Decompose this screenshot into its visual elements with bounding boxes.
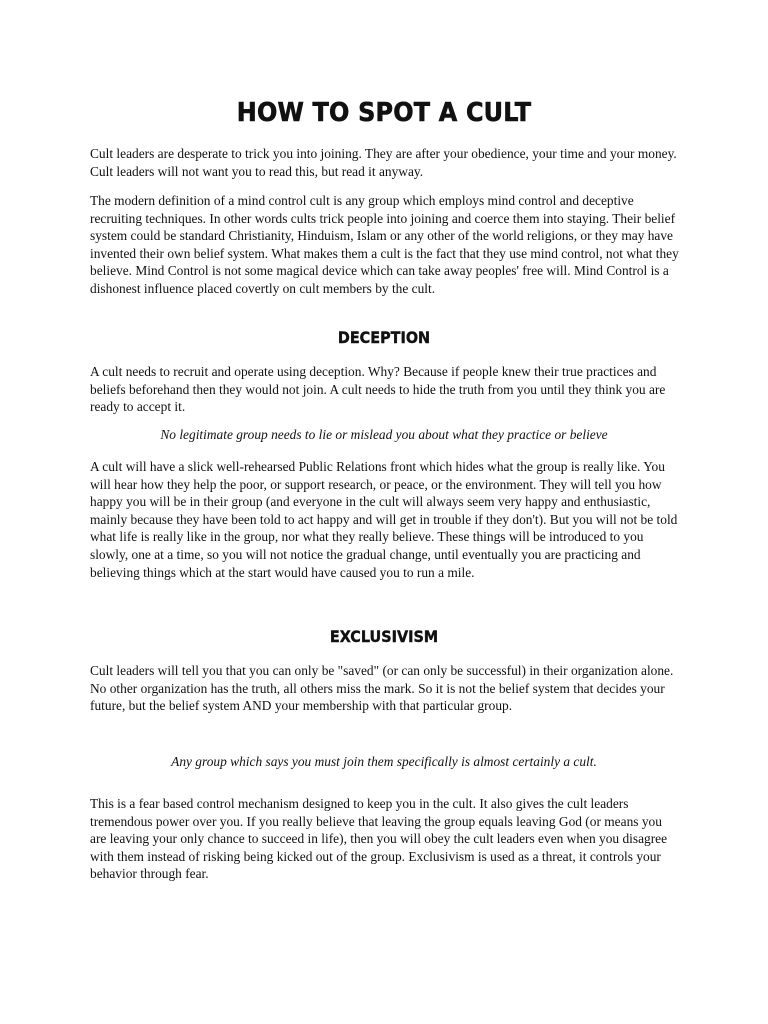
page-title: HOW TO SPOT A CULT — [236, 98, 532, 128]
definition-paragraph: The modern definition of a mind control cult is any group which employs mind control and deceptive recruiting techniques. In other words cults trick people into joining and coerce them into staying. Their belief system could be standard Christianity, Hinduism, Islam or any other of the world religions, or they may have invented their own belief system. What makes them a cult is the fact that they use mind control, not what they believe. Mind Control is not some magical device which can take away peoples' free will. Mind Control is a dishonest influence placed covertly on cult members by the cult. — [90, 193, 679, 296]
deception-paragraph-1: A cult needs to recruit and operate using deception. Why? Because if people knew their true practices and beliefs beforehand then they would not join. A cult needs to hide the truth from you until they think you are ready to accept it. — [90, 364, 666, 415]
deception-heading: DECEPTION — [337, 328, 431, 347]
intro-paragraph: Cult leaders are desperate to trick you into joining. They are after your obedience, your time and your money. Cult leaders will not want you to read this, but read it anyway. — [90, 146, 677, 179]
exclusivism-heading: EXCLUSIVISM — [329, 627, 439, 646]
deception-quote: No legitimate group needs to lie or mislead you about what they practice or believe — [160, 427, 608, 442]
deception-paragraph-2: A cult will have a slick well-rehearsed Public Relations front which hides what the group is really like. You will hear how they help the poor, or support research, or peace, or the environment. They will tell you how happy you will be in their group (and everyone in the cult will always seem very happy and enthusiastic, mainly because they have been told to act happy and will get in trouble if they don't). But you will not be told what life is really like in the group, nor what they really believe. These things will be introduced to you slowly, one at a time, so you will not notice the gradual change, until eventually you are practicing and believing things which at the start would have caused you to run a mile. — [90, 459, 678, 580]
exclusivism-paragraph-1: Cult leaders will tell you that you can only be "saved" (or can only be successful) in their organization alone. No other organization has the truth, all others miss the mark. So it is not the belief system that decides your future, but the belief system AND your membership with that particular group. — [90, 663, 674, 714]
exclusivism-paragraph-2: This is a fear based control mechanism designed to keep you in the cult. It also gives the cult leaders tremendous power over you. If you really believe that leaving the group equals leaving God (or means you are leaving your only chance to succeed in life), then you will obey the cult leaders even when you disagree with them instead of risking being kicked out of the group. Exclusivism is used as a threat, it controls your behavior through fear. — [90, 796, 668, 882]
exclusivism-quote: Any group which says you must join them specifically is almost certainly a cult. — [171, 754, 597, 769]
